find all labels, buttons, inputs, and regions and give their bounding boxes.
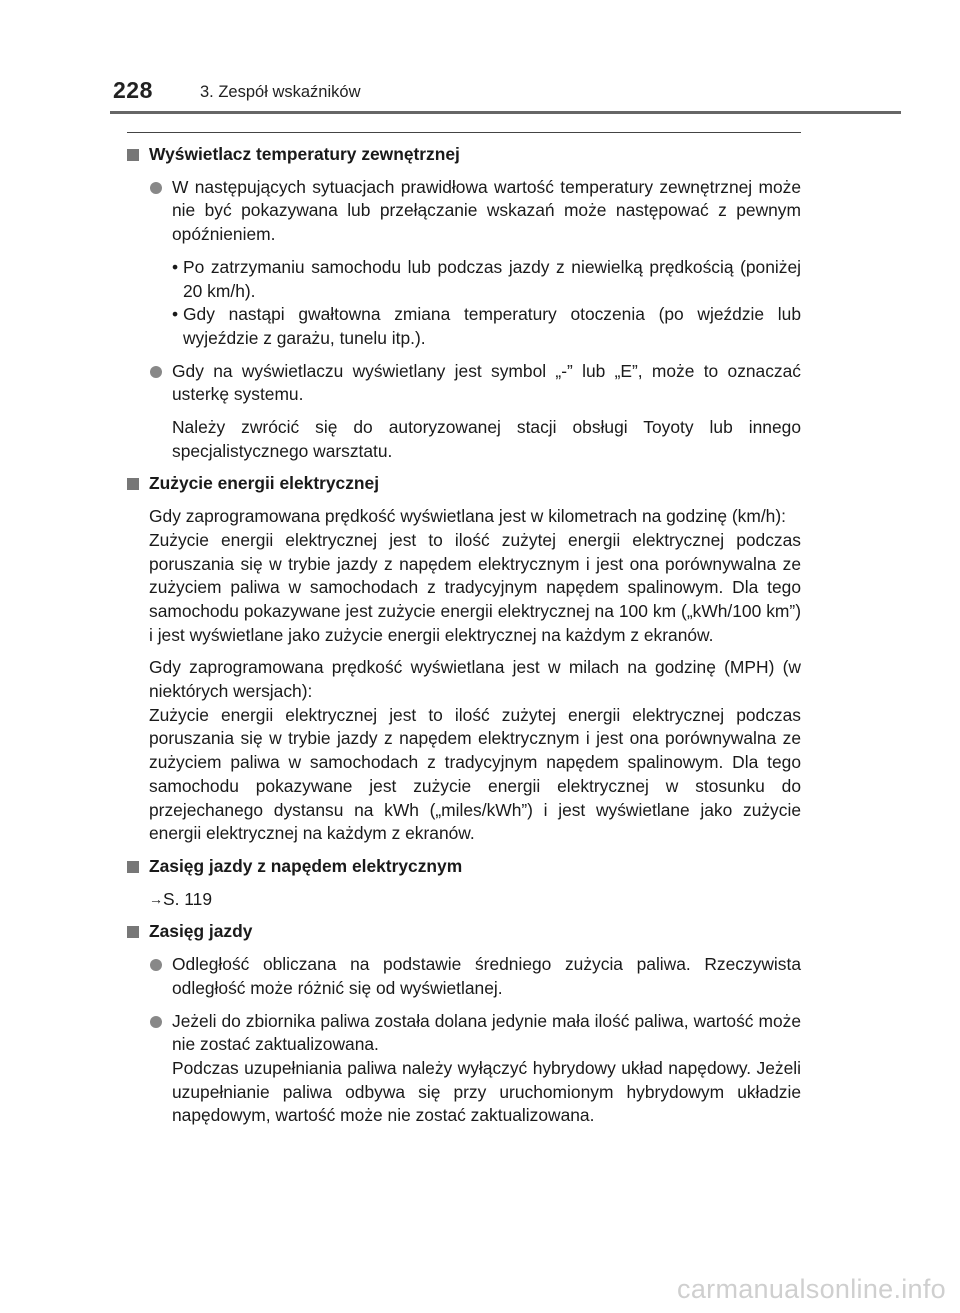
- paragraph-body: Zużycie energii elektrycznej jest to ilość zużytej energii elektrycznej podczas poruszania się w trybie jazdy z napędem elektrycznym i jest ona porównywalna ze zużyciem paliwa w samochodach z tradycyjnym napędem spalinowym. Dla tego samochodu pokazywane jest zużycie energii elektrycznej na 100 km („kWh/100 km”) i jest wyświetlane jako zużycie energii elektrycznej na każdym z ekranów.: [149, 529, 801, 645]
- bullet-text: Odległość obliczana na podstawie średniego zużycia paliwa. Rzeczywista odległość może różnić się od wyświetlanej.: [172, 954, 801, 998]
- bullet-text: W następujących sytuacjach prawidłowa wartość temperatury zewnętrznej może nie być pokazywana lub przełączanie wskazań może następować z pewnym opóźnieniem.: [172, 176, 801, 245]
- round-bullet-icon: [150, 366, 162, 378]
- section-heading-text: Zasięg jazdy z napędem elektrycznym: [149, 855, 463, 876]
- arrow-right-icon: →: [149, 890, 163, 907]
- content-divider: [127, 132, 801, 133]
- section-heading-ev-range: [127, 855, 801, 879]
- sub-list-text: Gdy nastąpi gwałtowna zmiana temperatury otoczenia (po wjeździe lub wyjeździe z garażu, tunelu itp.).: [183, 304, 801, 348]
- round-bullet-icon: [150, 1016, 162, 1028]
- page-reference-link[interactable]: S. 119: [163, 888, 212, 909]
- square-bullet-icon: [127, 149, 139, 161]
- sub-list-text: Po zatrzymaniu samochodu lub podczas jazdy z niewielką prędkością (poniżej 20 km/h).: [183, 256, 801, 301]
- bullet-text: Gdy na wyświetlaczu wyświetlany jest symbol „-” lub „E”, może to oznaczać usterkę systemu.: [172, 360, 801, 405]
- section-heading-text: Zużycie energii elektrycznej: [149, 473, 380, 494]
- section-heading-text: Zasięg jazdy: [149, 921, 253, 942]
- bullet-item: [127, 176, 801, 247]
- square-bullet-icon: [127, 478, 139, 490]
- paragraph-lead: Gdy zaprogramowana prędkość wyświetlana jest w kilometrach na godzinę (km/h):: [149, 506, 786, 527]
- square-bullet-icon: [127, 861, 139, 873]
- bullet-text: Jeżeli do zbiornika paliwa została dolana jedynie mała ilość paliwa, wartość może nie zostać zaktualizowana.: [172, 1010, 801, 1055]
- sub-list-item: [127, 303, 801, 350]
- section-heading-outside-temperature: [127, 143, 801, 167]
- section-heading-energy-consumption: [127, 472, 801, 496]
- square-bullet-icon: [127, 926, 139, 938]
- page-reference: [127, 888, 801, 912]
- bullet-text: Podczas uzupełniania paliwa należy wyłączyć hybrydowy układ napędowy. Jeżeli uzupełnianie paliwa odbywa się przy uruchomionym hybrydowym układzie napędowym, wartość może nie zostać zaktualizowana.: [172, 1057, 801, 1126]
- section-heading-driving-range: [127, 920, 801, 944]
- header-divider: [110, 111, 901, 114]
- section-heading-text: Wyświetlacz temperatury zewnętrznej: [149, 144, 460, 164]
- bullet-item: [127, 360, 801, 407]
- note-paragraph: Należy zwrócić się do autoryzowanej stacji obsługi Toyoty lub innego specjalistycznego warsztatu.: [172, 417, 801, 461]
- paragraph: [127, 656, 801, 846]
- paragraph: [127, 505, 801, 647]
- dot-marker-icon: •: [172, 256, 179, 277]
- round-bullet-icon: [150, 182, 162, 194]
- dot-marker-icon: •: [172, 304, 179, 325]
- bullet-item: [127, 1010, 801, 1129]
- bullet-item: [127, 953, 801, 1000]
- sub-list-item: [127, 256, 801, 303]
- paragraph-body: Zużycie energii elektrycznej jest to ilość zużytej energii elektrycznej podczas poruszania się w trybie jazdy z napędem elektrycznym i jest ona porównywalna ze zużyciem paliwa w samochodach z tradycyjnym napędem spalinowym. Dla tego samochodu pokazywane jest zużycie energii elektrycznej w stosunku do przejechanego dystansu na kWh („miles/kWh”) i jest wyświetlane jako zużycie energii elektrycznej na każdym z ekranów.: [149, 704, 801, 844]
- page-content: [127, 143, 801, 1137]
- round-bullet-icon: [150, 959, 162, 971]
- chapter-title: 3. Zespół wskaźników: [200, 83, 361, 101]
- page-number: 228: [113, 77, 153, 103]
- paragraph-lead: Gdy zaprogramowana prędkość wyświetlana jest w milach na godzinę (MPH) (w niektórych wersjach):: [149, 657, 801, 702]
- watermark: carmanualsonline.info: [677, 1274, 946, 1304]
